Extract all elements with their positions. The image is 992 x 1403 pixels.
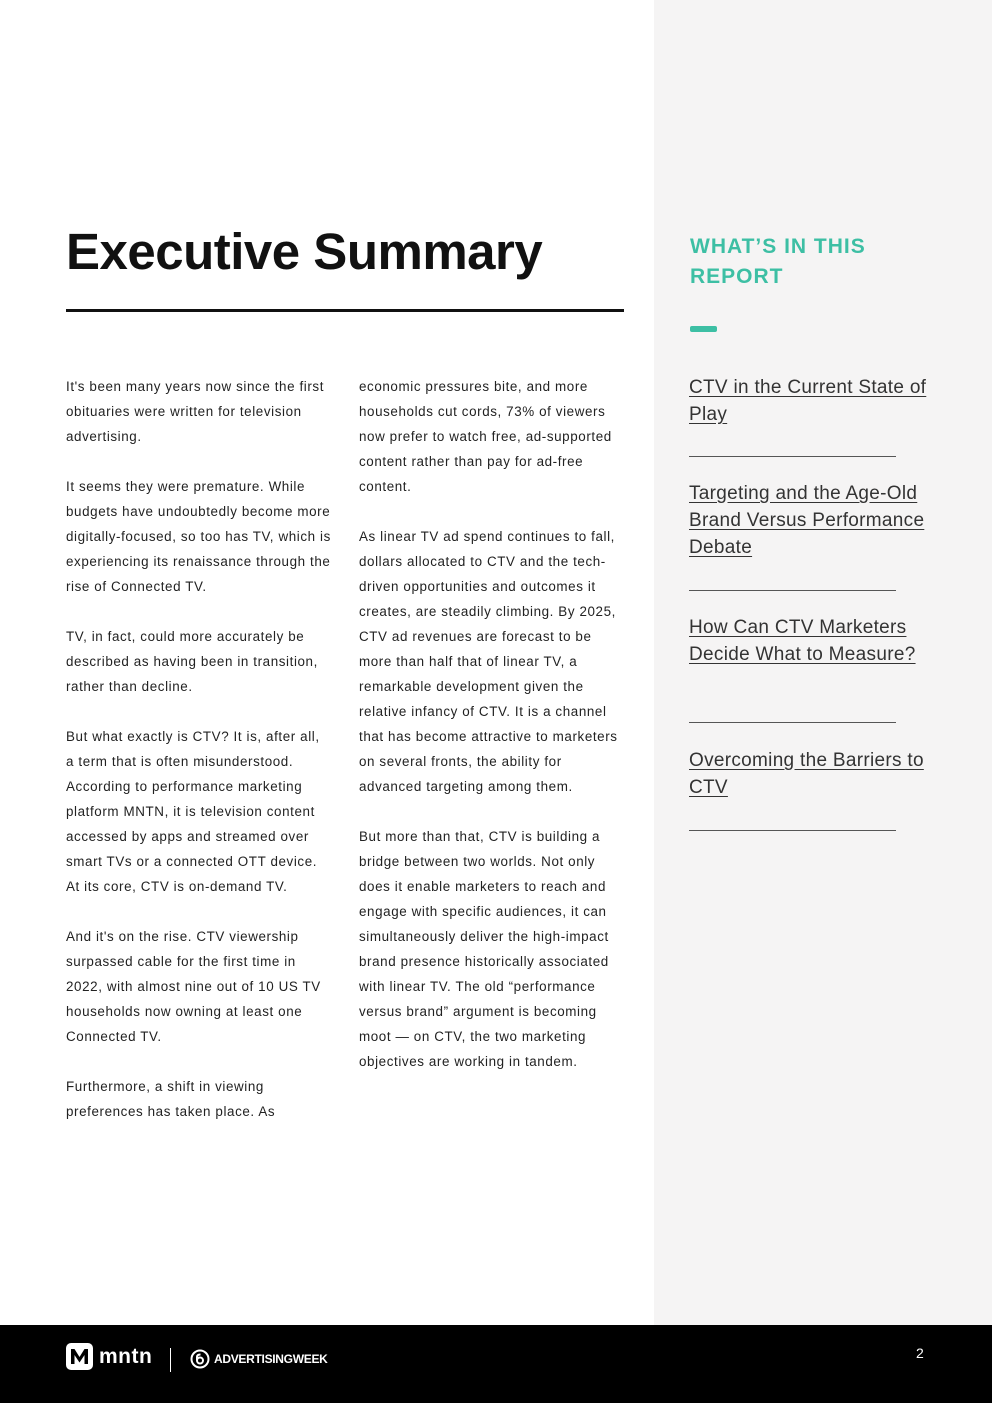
body-column-right [359,374,625,1099]
advertising-week-wordmark: ADVERTISINGWEEK [214,1352,328,1366]
mntn-logo-mark-icon [66,1343,93,1370]
mntn-wordmark: mntn [99,1344,153,1368]
toc-link-targeting-brand-performance[interactable]: Targeting and the Age-Old Brand Versus Performance Debate [689,483,925,558]
paragraph: But more than that, CTV is building a bridge between two worlds. Not only does it enable marketers to reach and engage with specific audiences, it can simultaneously deliver the high-impact brand presence historically associated with linear TV. The old “performance versus brand” argument is becoming moot — on CTV, the two marketing objectives are working in tandem. [359,829,609,1069]
accent-dash [690,326,717,332]
title-divider [66,309,624,312]
paragraph: TV, in fact, could more accurately be described as having been in transition, rather than decline. [66,629,318,694]
advertising-week-logo [190,1349,328,1369]
page-number: 2 [916,1345,924,1361]
footer-logo-divider [170,1348,171,1372]
toc-divider [689,830,896,831]
paragraph: And it's on the rise. CTV viewership surpassed cable for the first time in 2022, with almost nine out of 10 US TV households now owning at least one Connected TV. [66,929,321,1044]
advertising-week-emblem-icon [190,1349,210,1369]
paragraph: Furthermore, a shift in viewing preferences has taken place. As [66,1079,276,1119]
page-title: Executive Summary [66,223,543,280]
paragraph: It's been many years now since the first obituaries were written for television advertising. [66,379,325,444]
mntn-logo [66,1343,152,1370]
toc-link-ctv-current-state[interactable]: CTV in the Current State of Play [689,377,927,425]
paragraph: But what exactly is CTV? It is, after all, a term that is often misunderstood. According to performance marketing platform MNTN, it is television content accessed by apps and streamed over smart TVs or a connected OTT device. At its core, CTV is on-demand TV. [66,729,320,894]
body-column-left [66,374,332,1149]
toc-divider [689,590,896,591]
toc-divider [689,456,896,457]
toc-link-what-to-measure[interactable]: How Can CTV Marketers Decide What to Measure? [689,617,916,665]
report-contents-heading: WHAT’S IN THIS REPORT [690,235,866,288]
paragraph: economic pressures bite, and more households cut cords, 73% of viewers now prefer to watch free, ad-supported content rather than pay for ad-free content. [359,379,612,494]
paragraph: As linear TV ad spend continues to fall, dollars allocated to CTV and the tech-driven opportunities and outcomes it creates, are steadily climbing. By 2025, CTV ad revenues are forecast to be more than half that of linear TV, a remarkable development given the relative infancy of CTV. It is a channel that has become attractive to marketers on several fronts, the ability for advanced targeting among them. [359,529,618,794]
paragraph: It seems they were premature. While budgets have undoubtedly become more digitally-focused, so too has TV, which is experiencing its renaissance through the rise of Connected TV. [66,479,331,594]
toc-divider [689,722,896,723]
page-footer [0,1325,992,1403]
toc-link-overcoming-barriers[interactable]: Overcoming the Barriers to CTV [689,750,924,798]
